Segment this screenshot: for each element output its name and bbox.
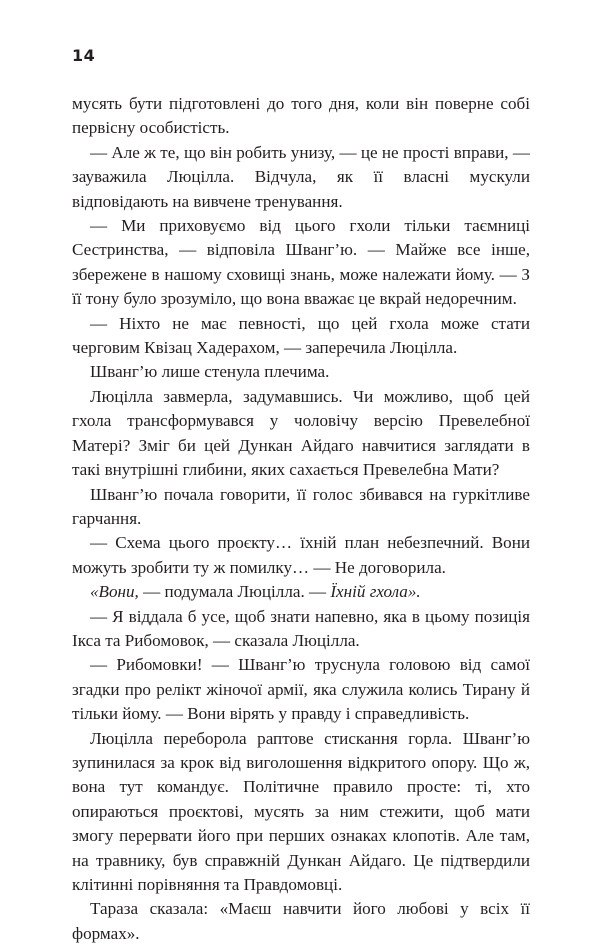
paragraph: Шванг’ю лише стенула плечима.: [90, 362, 330, 382]
italic-thought-paragraph: [72, 580, 530, 604]
italic-thought-end: Їхній гхола».: [330, 582, 421, 602]
paragraph: — Ми приховуємо від цього гхоли тільки таємниці Сестринства, — відповіла Шванг’ю. — Майже все інше, збережене в нашому сховищі знань, може належати йому. — З її тону було зрозуміло, що вона вважає це вкрай недоречним.: [72, 216, 530, 309]
paragraph: мусять бути підготовлені до того дня, коли він поверне собі первісну особистість.: [72, 94, 530, 138]
paragraph: Люцілла переборола раптове стискання горла. Шванг’ю зупинилася за крок від виголошення відкритого опору. Що ж, вона тут командує. Політичне правило просте: ті, хто опираються проєктові, мусять за ним стежити, щоб мати змогу перервати його при перших ознаках клопотів. Але там, на травнику, був справжній Дункан Айдаго. Це підтвердили клітинні порівняння та Правдомовці.: [72, 728, 530, 894]
paragraph: Люцілла завмерла, задумавшись. Чи можливо, щоб цей гхола трансформувався у чоловічу версію Превелебної Матері? Зміг би цей Дункан Айдаго навчитися заглядати в такі внутрішні глибини, яких сахається Превелебна Мати?: [72, 386, 530, 480]
book-text: [72, 92, 530, 946]
paragraph: — Схема цього проєкту… їхній план небезпечний. Вони можуть зробити ту ж помилку… — Не договорила.: [72, 533, 530, 577]
page-number: 14: [72, 46, 96, 65]
paragraph: Шванг’ю почала говорити, її голос збивався на гуркітливе гарчання.: [72, 484, 530, 528]
paragraph: Тараза сказала: «Маєш навчити його любові у всіх її формах».: [72, 899, 530, 943]
paragraph: — Я віддала б усе, щоб знати напевно, яка в цьому позиція Ікса та Рибомовок, — сказала Люцілла.: [72, 606, 530, 650]
paragraph: — Ніхто не має певності, що цей гхола може стати черговим Квізац Хадерахом, — заперечила Люцілла.: [72, 313, 530, 358]
thought-attribution: — подумала Люцілла. —: [138, 582, 331, 602]
paragraph: — Рибомовки! — Шванг’ю труснула головою від самої згадки про релікт жіночої армії, яка служила колись Тирану й тільки йому. — Вони вірять у правду і справедливість.: [72, 655, 530, 724]
italic-thought-start: «Вони,: [90, 582, 139, 602]
paragraph: — Але ж те, що він робить унизу, — це не прості вправи, — зауважила Люцілла. Відчула, як її власні мускули відповідають на вивчене тренування.: [72, 142, 530, 211]
